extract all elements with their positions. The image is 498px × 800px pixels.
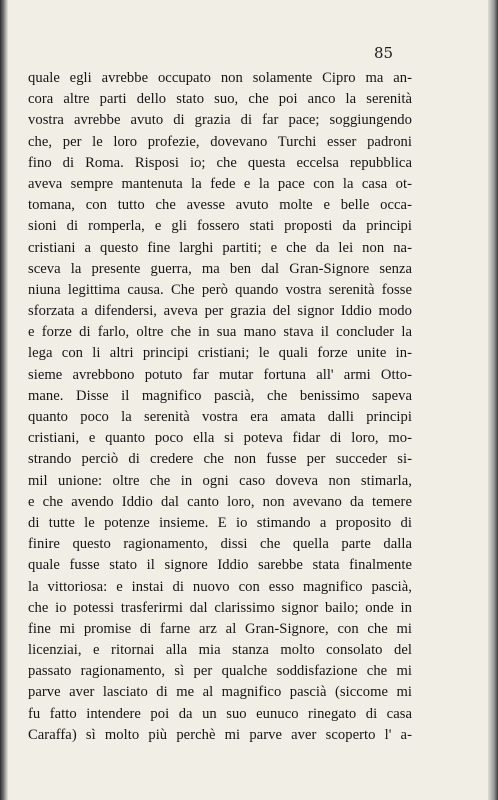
text-line: quale fusse stato il signore Iddio sarebbe stata finalmente [28,557,412,574]
text-line: Caraffa) sì molto più perchè mi parve aver scoperto l' a- [28,726,412,743]
page-number: 85 [374,44,394,62]
body-text [28,68,412,746]
text-line: quanto poco la serenità vostra era amata dalli principi [28,409,412,425]
text-line: vostra avrebbe avuto di grazia di far pace; soggiungendo [28,112,412,129]
text-line: finire questo ragionamento, dissi che quella parte dalla [28,536,412,553]
text-line: sceva la presente guerra, ma ben dal Gran-Signore senza [28,260,412,277]
text-line: fino di Roma. Risposi io; che questa eccelsa repubblica [28,154,412,171]
text-line: mane. Disse il magnifico pascià, che benissimo sapeva [28,387,412,404]
text-line: sforzata a difendersi, aveva per grazia del signor Iddio modo [28,303,412,320]
book-page [8,0,488,800]
text-line: cora altre parti dello stato suo, che poi anco la serenità [28,91,412,108]
text-line: fu fatto intendere poi da un suo eunuco rinegato di casa [28,705,412,722]
text-line: strando perciò di credere che non fusse per succeder si- [28,451,412,468]
text-line: di tutte le potenze insieme. E io stimando a proposito di [28,514,412,531]
text-line: che, per le loro profezie, dovevano Turchi esser padroni [28,133,412,150]
text-line: quale egli avrebbe occupato non solamente Cipro ma an- [28,70,412,86]
text-line: lega con li altri principi cristiani; le quali forze unite in- [28,345,412,362]
text-line: e forze di farlo, oltre che in sua mano stava il concluder la [28,324,412,341]
text-line: mil unione: oltre che in ogni caso doveva non stimarla, [28,472,412,489]
text-line: licenziai, e ritornai alla mia stanza molto consolato del [28,642,412,659]
text-line: sioni di romperla, e gli fossero stati proposti da principi [28,218,412,235]
text-line: cristiani, e quanto poco ella si poteva fidar di loro, mo- [28,430,412,447]
text-line: cristiani a questo fine larghi partiti; e che da lei non na- [28,239,412,256]
text-line: aveva sempre mantenuta la fede e la pace con la casa ot- [28,175,412,192]
text-line: sieme avrebbono potuto far mutar fortuna all' armi Otto- [28,366,412,383]
text-line: parve aver lasciato di me al magnifico pascià (siccome mi [28,684,412,701]
text-line: niuna legittima causa. Che però quando vostra serenità fosse [28,281,412,298]
text-line: passato ragionamento, sì per qualche soddisfazione che mi [28,663,412,680]
text-line: fine mi promise di farne arz al Gran-Signore, con che mi [28,620,412,637]
text-line: la vittoriosa: e instai di nuovo con esso magnifico pascià, [28,578,412,595]
text-line: tomana, con tutto che avesse avuto molte e belle occa- [28,197,412,214]
text-line: e che avendo Iddio dal canto loro, non avevano da temere [28,493,412,510]
text-line: che io potessi trasferirmi dal clarissimo signor bailo; onde in [28,599,412,616]
